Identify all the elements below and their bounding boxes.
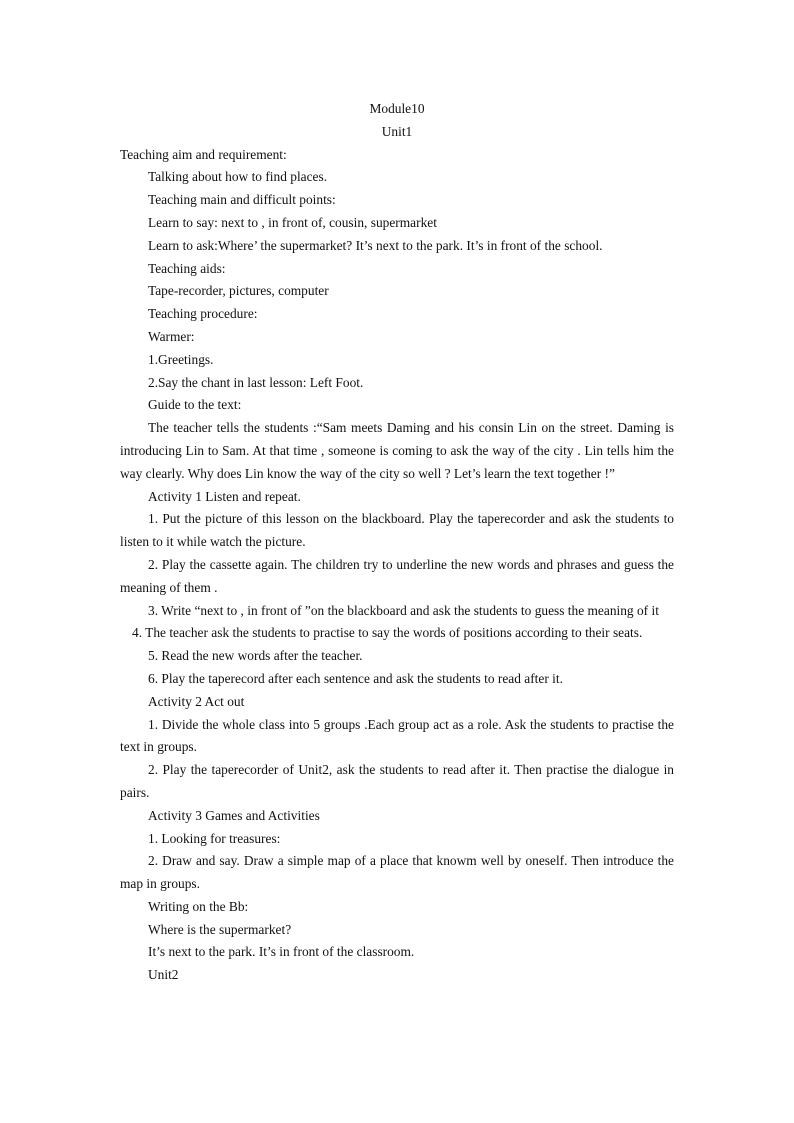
activity-2-step-1: 1. Divide the whole class into 5 groups .Each group act as a role. Ask the students to practise the text in groups. bbox=[120, 716, 674, 755]
aim-heading: Teaching aim and requirement: bbox=[120, 146, 287, 162]
warmer-step-1: 1.Greetings. bbox=[148, 351, 214, 367]
guide-paragraph: The teacher tells the students :“Sam meets Daming and his consin Lin on the street. Daming is introducing Lin to Sam. At that time , someone is coming to ask the way of the city . Lin tells him the way clearly. Why does Lin know the way of the city so well ? Let’s learn the text together !” bbox=[120, 420, 674, 481]
activity-1-step-6: 6. Play the taperecord after each sentence and ask the students to read after it. bbox=[148, 670, 563, 686]
unit2-heading: Unit2 bbox=[148, 967, 179, 983]
activity-2-heading: Activity 2 Act out bbox=[148, 693, 245, 709]
procedure-heading: Teaching procedure: bbox=[148, 306, 258, 322]
activity-1-step-1: 1. Put the picture of this lesson on the blackboard. Play the taperecorder and ask the students to listen to it while watch the picture. bbox=[120, 511, 674, 550]
activity-1-step-3: 3. Write “next to , in front of ”on the blackboard and ask the students to guess the meaning of it bbox=[148, 602, 659, 618]
module-title: Module10 bbox=[369, 101, 425, 116]
learn-ask-line: Learn to ask:Where’ the supermarket? It’s next to the park. It’s in front of the school. bbox=[148, 237, 603, 253]
unit-title: Unit1 bbox=[381, 123, 413, 139]
activity-3-step-2: 2. Draw and say. Draw a simple map of a place that knowm well by oneself. Then introduce the map in groups. bbox=[120, 853, 674, 892]
activity-1-step-5: 5. Read the new words after the teacher. bbox=[148, 648, 363, 664]
activity-1-step-2: 2. Play the cassette again. The children try to underline the new words and phrases and guess the meaning of them . bbox=[120, 556, 674, 595]
blackboard-line-2: It’s next to the park. It’s in front of the classroom. bbox=[148, 944, 415, 960]
points-heading: Teaching main and difficult points: bbox=[148, 192, 336, 208]
activity-1-step-4: 4. The teacher ask the students to practise to say the words of positions according to their seats. bbox=[132, 625, 643, 641]
warmer-heading: Warmer: bbox=[148, 328, 195, 344]
activity-3-heading: Activity 3 Games and Activities bbox=[148, 807, 320, 823]
activity-1-heading: Activity 1 Listen and repeat. bbox=[148, 488, 301, 504]
blackboard-heading: Writing on the Bb: bbox=[148, 898, 249, 914]
aids-heading: Teaching aids: bbox=[148, 260, 226, 276]
learn-say-line: Learn to say: next to , in front of, cousin, supermarket bbox=[148, 214, 437, 230]
aids-text: Tape-recorder, pictures, computer bbox=[148, 283, 329, 299]
activity-3-step-1: 1. Looking for treasures: bbox=[148, 830, 281, 846]
blackboard-line-1: Where is the supermarket? bbox=[148, 921, 292, 937]
guide-heading: Guide to the text: bbox=[148, 397, 242, 413]
activity-2-step-2: 2. Play the taperecorder of Unit2, ask the students to read after it. Then practise the dialogue in pairs. bbox=[120, 762, 674, 800]
aim-text: Talking about how to find places. bbox=[148, 169, 328, 185]
warmer-step-2: 2.Say the chant in last lesson: Left Foot. bbox=[148, 374, 364, 390]
